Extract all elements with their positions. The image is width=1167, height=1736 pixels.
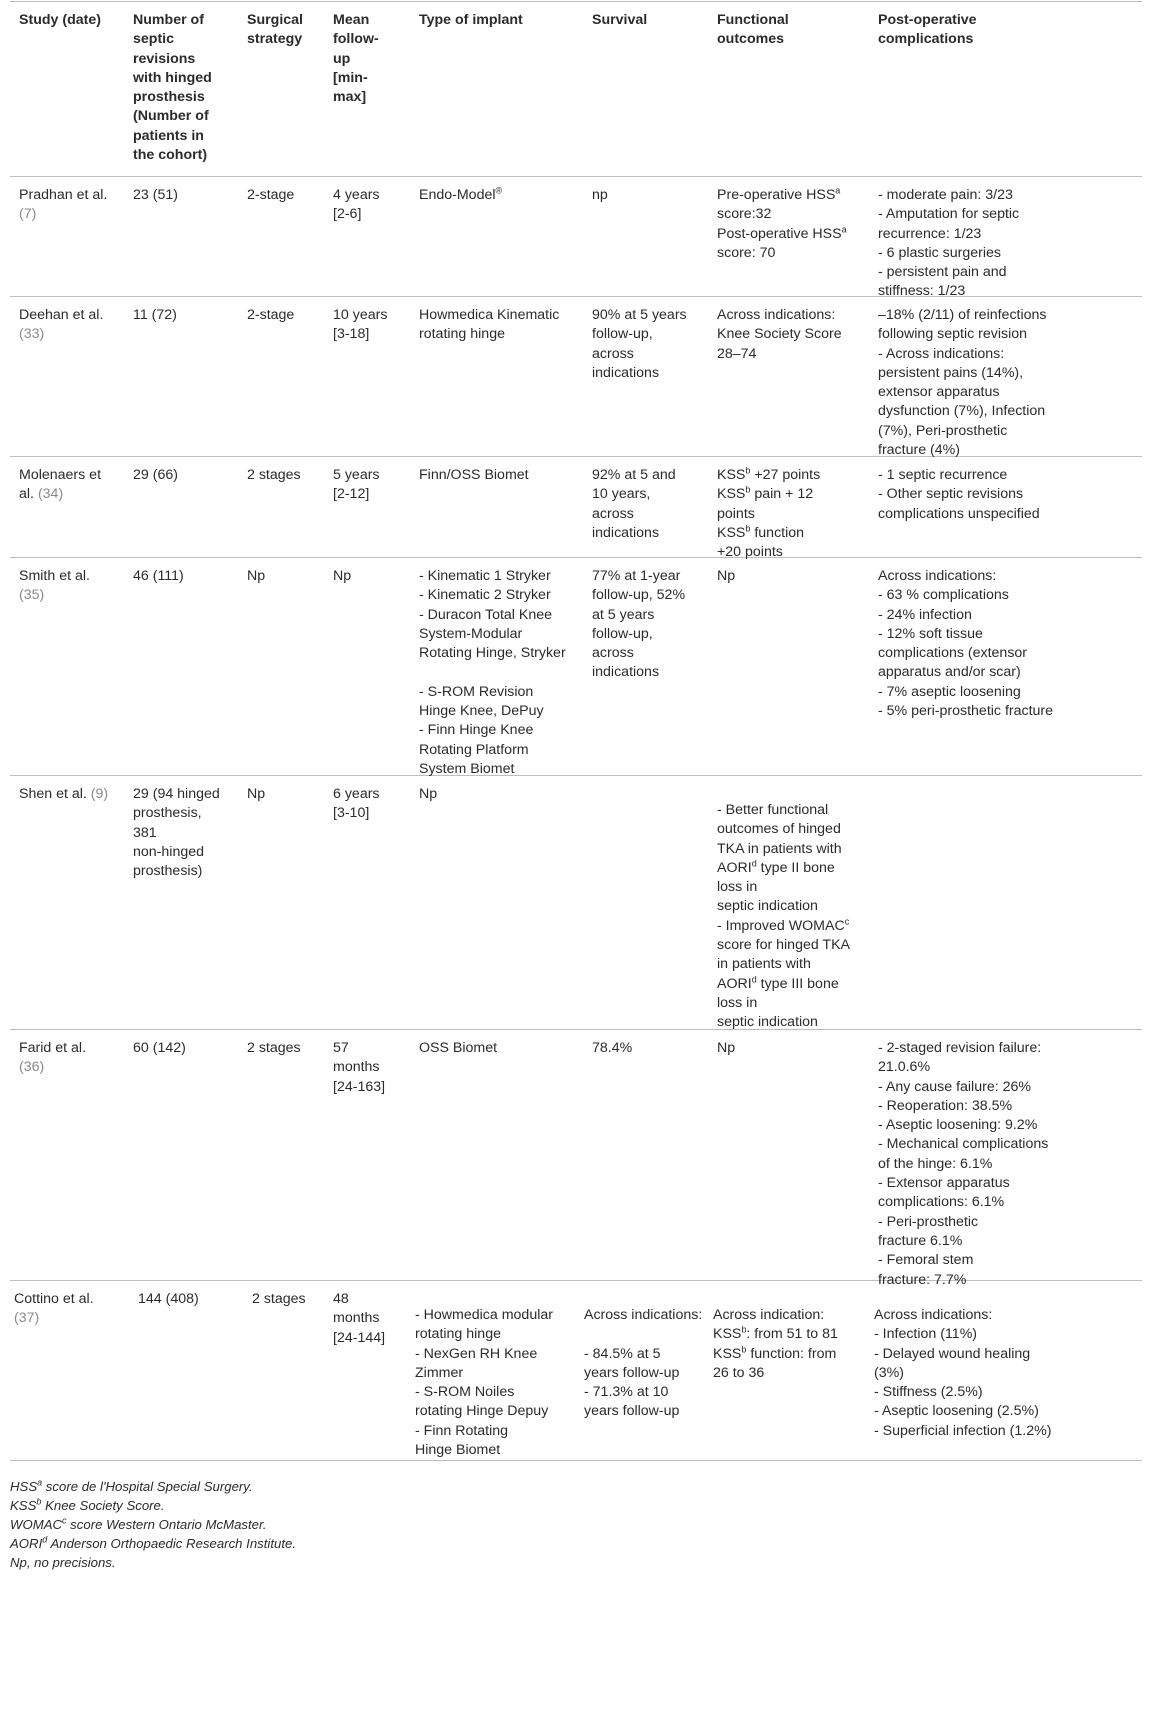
survival-cell — [592, 1039, 632, 1058]
cell-line: KSS$^b$ function: from — [713, 1343, 837, 1362]
cell-line: 57 — [333, 1040, 349, 1056]
strategy-cell — [247, 785, 265, 804]
cell-line: np — [592, 187, 608, 203]
cell-line: KSS$^b$ function — [717, 523, 805, 541]
cell-line: - persistent pain and — [878, 264, 1007, 281]
complications-cell — [878, 186, 1019, 302]
followup-cell — [333, 785, 380, 824]
followup-cell — [333, 466, 380, 505]
cell-line: years follow-up — [584, 1364, 680, 1381]
implant-cell — [419, 466, 529, 485]
cell-line: indications — [592, 664, 660, 681]
cell-line: 23 (51) — [133, 187, 178, 203]
header-septic — [133, 11, 212, 165]
cell-line: Cottino et al. — [14, 1291, 94, 1307]
cell-line: 29 (94 hinged — [133, 786, 220, 802]
study-name — [19, 466, 101, 505]
cell-line: - NexGen RH Knee — [415, 1345, 538, 1362]
cell-line: Mean — [333, 12, 370, 28]
cell-line: prosthesis — [133, 89, 205, 106]
cell-line: across — [592, 505, 634, 522]
study-reference: (33) — [19, 326, 45, 343]
cell-line: stiffness: 1/23 — [878, 283, 966, 300]
cell-line: OSS Biomet — [419, 1040, 498, 1056]
implant-cell — [419, 567, 566, 779]
cell-line: 21.0.6% — [878, 1059, 931, 1076]
cell-line: septic indication — [717, 898, 818, 915]
cell-line: 5 years — [333, 467, 380, 483]
cell-line: Functional — [717, 12, 789, 28]
strategy-cell — [247, 306, 294, 325]
strategy-cell — [247, 186, 294, 205]
footnote: WOMAC$^c$ score Western Ontario McMaster. — [10, 1515, 267, 1532]
cell-line: - Infection (11%) — [874, 1326, 978, 1343]
study-reference: (35) — [19, 587, 45, 604]
septic-cell — [133, 466, 178, 485]
cell-line: score: 70 — [717, 244, 776, 261]
study-reference: (34) — [37, 486, 64, 503]
complications-cell — [878, 1039, 1048, 1290]
cell-line: +20 points — [717, 544, 783, 561]
cell-line: Pre-operative HSS$^a$ — [717, 185, 841, 203]
cell-line: up — [333, 50, 351, 67]
study-reference: (37) — [14, 1310, 40, 1327]
cell-line: Np — [717, 1040, 736, 1056]
implant-name: Endo-Model — [419, 187, 496, 203]
cell-line: 144 (408) — [138, 1291, 199, 1307]
cell-line: max] — [333, 89, 367, 106]
cell-line: - Duracon Total Knee — [419, 606, 553, 623]
followup-cell — [333, 1290, 385, 1348]
cell-line: rotating Hinge Depuy — [415, 1403, 549, 1420]
cell-line: - 6 plastic surgeries — [878, 244, 1002, 261]
cell-line: Pradhan et al. — [19, 187, 108, 203]
implant-cell — [419, 306, 559, 345]
cell-line: 90% at 5 years — [592, 307, 687, 323]
cell-line: complications: 6.1% — [878, 1194, 1005, 1211]
cell-line: extensor apparatus — [878, 384, 1000, 401]
cell-line: - Kinematic 2 Stryker — [419, 587, 551, 604]
followup-cell — [333, 567, 351, 586]
functional-cell — [717, 306, 842, 364]
cell-line: - Superficial infection (1.2%) — [874, 1422, 1052, 1439]
septic-cell — [133, 306, 177, 325]
cell-line: non-hinged — [133, 843, 204, 860]
cell-line: - S-ROM Noiles — [415, 1384, 515, 1401]
cell-line: Np — [717, 568, 736, 584]
cell-line: complications unspecified — [878, 505, 1040, 522]
table-rule — [10, 176, 1142, 177]
cell-line: - Across indications: — [878, 345, 1005, 362]
cell-line: Np — [333, 568, 352, 584]
cell-line: (Number of — [133, 108, 209, 125]
cell-line: strategy — [247, 31, 303, 48]
cell-line: - Extensor apparatus — [878, 1175, 1010, 1192]
cell-line: dysfunction (7%), Infection — [878, 403, 1046, 420]
cell-line: indications — [592, 364, 660, 381]
cell-line: - S-ROM Revision — [419, 683, 534, 700]
cell-line: KSS$^b$: from 51 to 81 — [713, 1324, 838, 1343]
cell-line: [min- — [333, 69, 368, 86]
septic-cell — [133, 567, 184, 586]
cell-line: revisions — [133, 50, 196, 67]
functional-cell — [717, 801, 850, 1033]
cell-line: prosthesis) — [133, 863, 203, 880]
cell-line: points — [717, 505, 755, 522]
cell-line: 2 stages — [247, 467, 301, 483]
cell-line: Hinge Biomet — [415, 1442, 501, 1459]
cell-line: Across indication: — [713, 1307, 825, 1323]
cell-line: (7%), Peri-prosthetic — [878, 422, 1008, 439]
cell-line: fracture 6.1% — [878, 1232, 963, 1249]
cell-line — [584, 1325, 702, 1344]
cell-line: follow-up, — [592, 625, 653, 642]
cell-line: - Aseptic loosening: 9.2% — [878, 1117, 1038, 1134]
study-reference: (9) — [90, 786, 109, 802]
implant-cell — [419, 1039, 497, 1058]
strategy-cell — [247, 466, 301, 485]
cell-line: AORI$^d$ type III bone — [717, 973, 839, 992]
cell-line: apparatus and/or scar) — [878, 664, 1021, 681]
cell-line: across — [592, 345, 634, 362]
cell-line: Zimmer — [415, 1364, 464, 1381]
cell-line: fracture (4%) — [878, 442, 960, 459]
cell-line: $KSS^b +27$ points — [717, 465, 821, 483]
cell-line: across — [592, 645, 634, 662]
cell-line: - Amputation for septic — [878, 206, 1020, 223]
complications-cell — [874, 1306, 1051, 1441]
study-name — [19, 186, 107, 225]
cell-line: System Biomet — [419, 760, 515, 777]
septic-cell — [133, 785, 220, 881]
survival-cell — [592, 567, 685, 683]
survival-cell — [592, 466, 676, 543]
cell-line: - 5% peri-prosthetic fracture — [878, 703, 1054, 720]
footnote: Np, no precisions. — [10, 1555, 116, 1570]
septic-cell — [133, 186, 178, 205]
cell-line: Howmedica Kinematic — [419, 307, 560, 323]
implant-cell — [419, 186, 502, 205]
cell-line: - 63 % complications — [878, 587, 1009, 604]
cell-line: 77% at 1-year — [592, 568, 681, 584]
septic-cell — [138, 1290, 199, 1309]
cell-line: (3%) — [874, 1364, 904, 1381]
study-name — [19, 1039, 86, 1078]
cell-line: 28–74 — [717, 345, 757, 362]
cell-line: Finn/OSS Biomet — [419, 467, 529, 483]
cell-line: System-Modular — [419, 625, 523, 642]
cell-line — [419, 663, 566, 682]
cell-line: following septic revision — [878, 326, 1028, 343]
header-strategy — [247, 11, 303, 50]
cell-line: fracture: 7.7% — [878, 1271, 967, 1288]
complications-cell — [878, 567, 1053, 721]
septic-cell — [133, 1039, 186, 1058]
footnote: KSS$^b$ Knee Society Score. — [10, 1496, 165, 1513]
cell-line: Post-operative — [878, 12, 977, 28]
cell-line: persistent pains (14%), — [878, 364, 1024, 381]
cell-line: - Howmedica modular — [415, 1307, 553, 1323]
header-followup — [333, 11, 379, 107]
strategy-cell — [252, 1290, 306, 1309]
cell-line: 10 years — [333, 307, 388, 323]
cell-line: Hinge Knee, DePuy — [419, 703, 544, 720]
cell-line: follow-up, — [592, 326, 653, 343]
survival-cell — [584, 1306, 702, 1422]
cell-line: - Delayed wound healing — [874, 1345, 1031, 1362]
cell-line: in patients with — [717, 956, 811, 973]
followup-cell — [333, 306, 387, 345]
followup-cell — [333, 186, 380, 225]
header-survival — [592, 11, 647, 30]
header-complications — [878, 11, 977, 50]
cell-line: 26 to 36 — [713, 1364, 765, 1381]
cell-line: - 24% infection — [878, 606, 972, 623]
complications-cell — [878, 306, 1047, 460]
cell-line: of the hinge: 6.1% — [878, 1155, 993, 1172]
cell-line: Surgical — [247, 12, 303, 28]
cell-line: [2-12] — [333, 486, 370, 503]
cell-line: 2 stages — [247, 1040, 301, 1056]
cell-line: 4 years — [333, 187, 380, 203]
cell-line: years follow-up — [584, 1403, 680, 1420]
footnote: AORI$^d$ Anderson Orthopaedic Research Institute. — [10, 1534, 297, 1551]
study-name — [19, 785, 108, 804]
cell-line: Type of implant — [419, 12, 523, 28]
cell-line: Rotating Hinge, Stryker — [419, 645, 566, 662]
cell-line: indications — [592, 524, 660, 541]
cell-line: Np — [419, 786, 438, 802]
cell-line: - Other septic revisions — [878, 486, 1024, 503]
cell-line: - Any cause failure: 26% — [878, 1078, 1031, 1095]
cell-line: - Femoral stem — [878, 1252, 974, 1269]
cell-line: 60 (142) — [133, 1040, 186, 1056]
cell-line: - Stiffness (2.5%) — [874, 1384, 983, 1401]
header-functional — [717, 11, 789, 50]
cell-line: [3-10] — [333, 805, 370, 822]
cell-line: Across indications: — [878, 568, 997, 584]
cell-line: - 1 septic recurrence — [878, 467, 1008, 483]
registered-mark: ® — [495, 185, 503, 196]
cell-line: 2 stages — [252, 1291, 306, 1307]
survival-cell — [592, 186, 608, 205]
cell-line: 29 (66) — [133, 467, 178, 483]
cell-line: Smith et al. — [19, 568, 90, 584]
study-reference: (7) — [19, 206, 37, 223]
study-name — [19, 306, 103, 345]
cell-line: - Finn Hinge Knee — [419, 722, 534, 739]
cell-line: AORI$^d$ type II bone — [717, 858, 835, 876]
cell-line: outcomes of hinged — [717, 821, 841, 838]
cell-line: - Mechanical complications — [878, 1136, 1049, 1153]
cell-line: 2-stage — [247, 187, 295, 203]
cell-line: septic — [133, 31, 175, 48]
cell-line: score:32 — [717, 206, 772, 223]
cell-line: Deehan et al. — [19, 307, 104, 323]
cell-line: Rotating Platform — [419, 741, 529, 758]
table-rule — [10, 775, 1142, 776]
study-reference: (36) — [19, 1059, 45, 1076]
cell-line: Np — [247, 568, 266, 584]
cell-line: 11 (72) — [133, 307, 177, 323]
cell-line: the cohort) — [133, 147, 208, 164]
cell-line: 381 — [133, 824, 157, 841]
cell-line: Across indications: — [874, 1307, 993, 1323]
implant-cell — [415, 1306, 553, 1460]
cell-line: al. (34) — [19, 486, 64, 503]
cell-line: - Kinematic 1 Stryker — [419, 568, 551, 584]
cell-line: at 5 years — [592, 606, 655, 623]
cell-line: Across indications: — [717, 307, 836, 323]
cell-line: months — [333, 1059, 380, 1076]
cell-line: with hinged — [133, 69, 212, 86]
cell-line: prosthesis, — [133, 805, 202, 822]
cell-line: rotating hinge — [415, 1326, 501, 1343]
cell-line: loss in — [717, 994, 758, 1011]
study-name — [19, 567, 90, 606]
cell-line: 10 years, — [592, 486, 651, 503]
cell-line: months — [333, 1310, 380, 1327]
cell-line: - Better functional — [717, 802, 829, 818]
cell-line: - Peri-prosthetic — [878, 1213, 979, 1230]
cell-line: follow-up, 52% — [592, 587, 686, 604]
cell-line: - 84.5% at 5 — [584, 1345, 661, 1362]
functional-cell — [717, 186, 847, 263]
header-study — [19, 11, 101, 30]
cell-line: - Improved WOMAC$^c$ — [717, 916, 850, 934]
table-rule — [10, 557, 1142, 558]
functional-cell — [713, 1306, 838, 1383]
cell-line: - 7% aseptic loosening — [878, 683, 1021, 700]
cell-line: [2-6] — [333, 206, 362, 223]
cell-line: 2-stage — [247, 307, 295, 323]
cell-line: loss in — [717, 879, 758, 896]
cell-line: recurrence: 1/23 — [878, 225, 982, 242]
functional-cell — [717, 567, 735, 586]
cell-line: rotating hinge — [419, 326, 505, 343]
cell-line: complications — [878, 31, 974, 48]
cell-line: Np — [247, 786, 266, 802]
cell-line: follow- — [333, 31, 379, 48]
cell-line: Survival — [592, 12, 648, 28]
cell-line: Across indications: — [584, 1307, 703, 1323]
cell-line: [24-144] — [333, 1329, 386, 1346]
study-name — [14, 1290, 94, 1329]
cell-line: Post-operative HSS$^a$ — [717, 223, 847, 242]
cell-line: 46 (111) — [133, 568, 184, 584]
cell-line: - Finn Rotating — [415, 1422, 509, 1439]
header-implant — [419, 11, 523, 30]
cell-line: - Reoperation: 38.5% — [878, 1097, 1013, 1114]
followup-cell — [333, 1039, 385, 1097]
cell-line: [3-18] — [333, 326, 370, 343]
cell-line: TKA in patients with — [717, 840, 842, 857]
cell-line: score for hinged TKA — [717, 937, 851, 954]
table-rule — [10, 1, 1142, 2]
functional-cell — [717, 466, 820, 562]
cell-line: 48 — [333, 1291, 349, 1307]
table-rule — [10, 1460, 1142, 1461]
implant-cell — [419, 785, 437, 804]
cell-line: - Aseptic loosening (2.5%) — [874, 1403, 1039, 1420]
table-rule — [10, 1029, 1142, 1030]
functional-cell — [717, 1039, 735, 1058]
cell-line: outcomes — [717, 31, 785, 48]
survival-cell — [592, 306, 687, 383]
cell-line: Molenaers et — [19, 467, 102, 483]
footnote: HSS$^a$ score de l'Hospital Special Surgery. — [10, 1477, 253, 1494]
cell-line: [24-163] — [333, 1078, 386, 1095]
cell-line: - moderate pain: 3/23 — [878, 187, 1013, 203]
cell-line: –18% (2/11) of reinfections — [878, 307, 1047, 323]
cell-line: 92% at 5 and — [592, 467, 676, 483]
cell-line: - 12% soft tissue — [878, 625, 983, 642]
cell-line: - 71.3% at 10 — [584, 1384, 669, 1401]
complications-cell — [878, 466, 1040, 524]
cell-line: Shen et al. (9) — [19, 786, 109, 802]
cell-line: septic indication — [717, 1014, 818, 1031]
cell-line: - 2-staged revision failure: — [878, 1040, 1042, 1056]
cell-line: Study (date) — [19, 12, 101, 28]
cell-line: 78.4% — [592, 1040, 633, 1056]
strategy-cell — [247, 1039, 301, 1058]
cell-line: Farid et al. — [19, 1040, 87, 1056]
cell-line: Knee Society Score — [717, 326, 842, 343]
cell-line: complications (extensor — [878, 645, 1028, 662]
strategy-cell — [247, 567, 265, 586]
cell-line: Number of — [133, 12, 204, 28]
cell-line: 6 years — [333, 786, 380, 802]
cell-line: patients in — [133, 127, 204, 144]
cell-line: KSS$^b$ pain + 12 — [717, 484, 814, 503]
